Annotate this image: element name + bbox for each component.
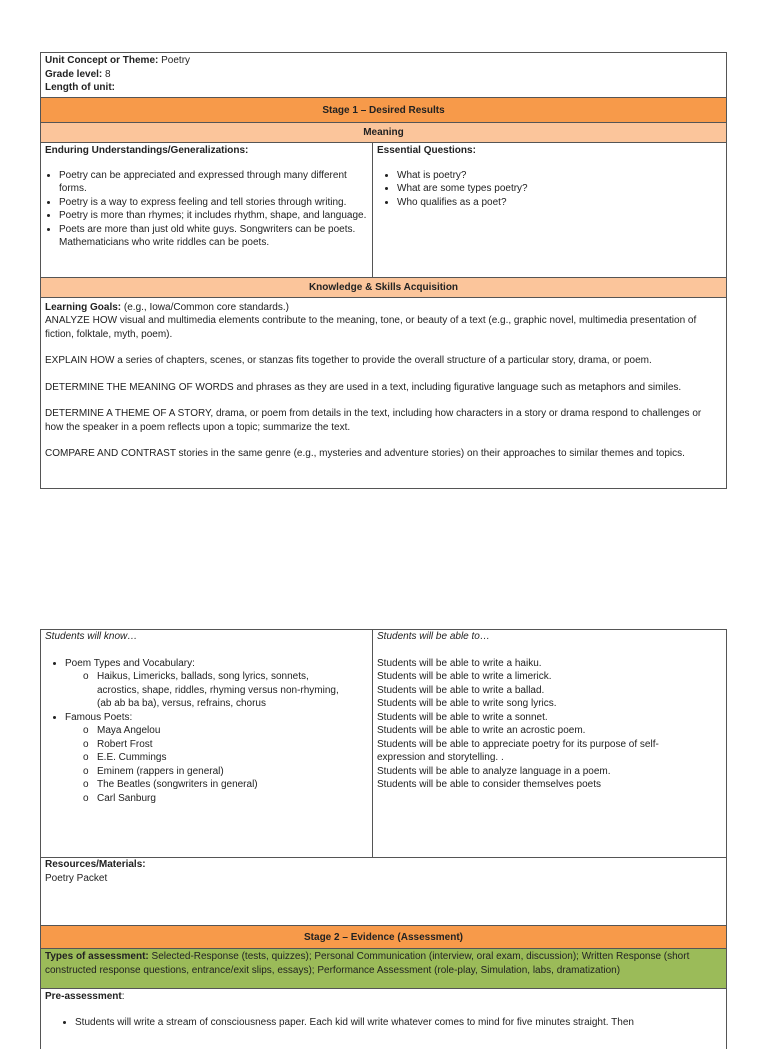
poem-types-list	[65, 670, 368, 711]
pre-assessment-row: Pre-assessment: • Students will write a stream of consciousness paper. Each kid will write whatever comes to mind for five minutes straight. Then	[41, 989, 726, 1049]
assessment-types-label: Types of assessment:	[45, 951, 149, 962]
ksa-title: Knowledge & Skills Acquisition	[41, 278, 726, 298]
learning-goal: DETERMINE THE MEANING OF WORDS and phrases as they are used in a text, including figurative language such as metaphors and similes.	[45, 381, 682, 393]
meaning-title: Meaning	[41, 123, 726, 143]
list-item: • Poetry is more than rhymes; it includes rhythm, shape, and language.	[59, 209, 368, 223]
list-item: • Poetry is a way to express feeling and tell stories through writing.	[59, 196, 368, 210]
students-able-title: Students will be able to…	[377, 631, 490, 642]
list-item: o E.E. Cummings	[97, 751, 368, 765]
enduring-understandings-cell	[41, 143, 373, 277]
list-item: o Robert Frost	[97, 738, 368, 752]
students-able-cell	[373, 630, 726, 857]
list-item: Students will be able to appreciate poetry for its purpose of self-expression and storytelling. .	[377, 738, 659, 763]
list-item: • Poem Types and Vocabulary: o Haikus, Limericks, ballads, song lyrics, sonnets, acrostics, shape, riddles, rhyming versus non-rhyming, (ab ab ba ba), versus, refrains, chorus	[65, 657, 368, 711]
students-will-know-title: Students will know…	[45, 631, 138, 642]
stage1-title: Stage 1 – Desired Results	[41, 98, 726, 123]
learning-goal: COMPARE AND CONTRAST stories in the same genre (e.g., mysteries and adventure stories) on their approaches to similar themes and topics.	[45, 448, 685, 459]
learning-goal: EXPLAIN HOW a series of chapters, scenes, or stanzas fits together to provide the overall structure of a particular story, drama, or poem.	[45, 355, 652, 366]
students-will-know-cell	[41, 630, 373, 857]
grade-level-label: Grade level:	[45, 68, 103, 80]
resources-label: Resources/Materials:	[45, 859, 146, 870]
list-item: o Maya Angelou	[97, 724, 368, 738]
learning-goals-note: (e.g., Iowa/Common core standards.)	[121, 301, 289, 313]
grade-level-value: 8	[102, 68, 111, 80]
essential-questions-cell	[373, 143, 726, 277]
list-item: Students will be able to consider themselves poets	[377, 779, 602, 790]
list-item: • Poetry can be appreciated and expressed through many different forms.	[59, 169, 368, 196]
resources-row	[41, 858, 726, 926]
stage2-title: Stage 2 – Evidence (Assessment)	[41, 926, 726, 949]
learning-goal: ANALYZE HOW visual and multimedia elements contribute to the meaning, tone, or beauty of a text (e.g., graphic novel, multimedia presentation of fiction, folktale, myth, poem).	[45, 315, 697, 340]
assessment-types-row	[41, 949, 726, 989]
list-item: • Poets are more than just old white guys. Songwriters can be poets. Mathematicians who write riddles can be poets.	[59, 223, 368, 250]
list-item: Students will be able to analyze language in a poem.	[377, 765, 611, 777]
list-item: Students will be able to write a ballad.	[377, 684, 545, 696]
know-able-row	[41, 630, 726, 858]
unit-plan-table-bottom	[40, 629, 727, 1049]
enduring-understandings-title: Enduring Understandings/Generalizations:	[45, 144, 249, 156]
list-item: • Famous Poets: o Maya Angelou o Robert Frost o E.E. Cummings o Eminem (rappers in general) o The Beatles (songwriters in general) o Carl Sanburg	[65, 711, 368, 806]
unit-concept-value: Poetry	[158, 55, 191, 66]
essential-list	[377, 169, 722, 210]
list-item: o The Beatles (songwriters in general)	[97, 778, 368, 792]
list-item: Students will be able to write a sonnet.	[377, 711, 548, 723]
unit-length-label: Length of unit:	[45, 82, 115, 93]
assessment-types-text: Selected-Response (tests, quizzes); Personal Communication (interview, oral exam, discussion); Written Response (short constructed response questions, entrance/exit slips, essays); Performance Assessment (role-play, Simulation, labs, dramatization)	[45, 951, 690, 976]
unit-plan-table-top	[40, 52, 727, 489]
pre-assessment-label: Pre-assessment	[45, 991, 122, 1002]
list-item: Students will be able to write a limerick.	[377, 671, 552, 682]
essential-questions-title: Essential Questions:	[377, 144, 476, 156]
understandings-row	[41, 143, 726, 278]
list-item: Students will be able to write song lyrics.	[377, 698, 557, 709]
unit-header-row	[41, 53, 726, 98]
list-item: Students will be able to write an acrostic poem.	[377, 725, 586, 736]
poets-list	[65, 724, 368, 805]
unit-concept-label: Unit Concept or Theme:	[45, 55, 159, 66]
learning-goals-row	[41, 298, 726, 488]
list-item: • Who qualifies as a poet?	[397, 196, 722, 210]
enduring-list	[45, 169, 368, 250]
list-item: • What are some types poetry?	[397, 182, 722, 196]
list-item: o Eminem (rappers in general)	[97, 765, 368, 779]
pre-assessment-list	[45, 1016, 722, 1030]
list-item: • Students will write a stream of consciousness paper. Each kid will write whatever comes to mind for five minutes straight. Then	[75, 1016, 722, 1030]
list-item: • What is poetry?	[397, 169, 722, 183]
list-item: Students will be able to write a haiku.	[377, 657, 542, 669]
list-item: o Haikus, Limericks, ballads, song lyrics, sonnets, acrostics, shape, riddles, rhyming versus non-rhyming, (ab ab ba ba), versus, refrains, chorus	[97, 670, 348, 711]
resources-value: Poetry Packet	[45, 872, 108, 884]
learning-goals-label: Learning Goals:	[45, 301, 122, 313]
know-list	[45, 657, 368, 806]
learning-goal: DETERMINE A THEME OF A STORY, drama, or poem from details in the text, including how characters in a story or drama respond to challenges or how the speaker in a poem reflects upon a topic; summarize the text.	[45, 408, 702, 433]
list-item: o Carl Sanburg	[97, 792, 368, 806]
